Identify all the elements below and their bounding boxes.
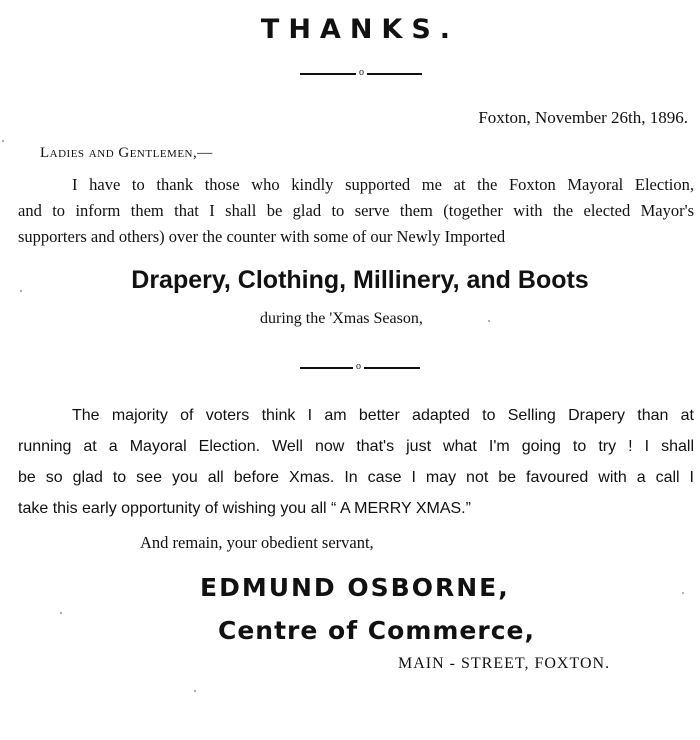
print-speck bbox=[60, 612, 62, 614]
business-address: MAIN - STREET, FOXTON. bbox=[398, 655, 611, 672]
print-speck bbox=[682, 592, 684, 594]
rule-line-left bbox=[300, 367, 353, 369]
rule-line-right bbox=[364, 367, 420, 369]
merchant-name: EDMUND OSBORNE, bbox=[200, 573, 510, 602]
paragraph-line: be so glad to see you all before Xmas. In case I may not be favoured with a call I bbox=[18, 469, 694, 486]
paragraph-thanks bbox=[18, 172, 694, 250]
paragraph-line: I have to thank those who kindly supported me at the Foxton Mayoral Election, bbox=[72, 175, 694, 194]
paragraph-line: take this early opportunity of wishing you all “ A MERRY XMAS.” bbox=[18, 500, 471, 517]
print-speck bbox=[20, 290, 22, 292]
paragraph-line: running at a Mayoral Election. Well now that's just what I'm going to try ! I shall bbox=[18, 438, 694, 455]
paragraph-line: supporters and others) over the counter with some of our Newly Imported bbox=[18, 227, 506, 246]
rule-line-right bbox=[367, 73, 422, 75]
print-speck bbox=[2, 140, 4, 142]
dateline: Foxton, November 26th, 1896. bbox=[478, 108, 688, 127]
business-name: Centre of Commerce, bbox=[218, 616, 535, 645]
paragraph-majority bbox=[18, 400, 694, 524]
rule-knot: o bbox=[359, 67, 364, 78]
rule-line-left bbox=[300, 73, 356, 75]
ornamental-rule-middle bbox=[300, 359, 420, 375]
paragraph-line: and to inform them that I shall be glad to serve them (together with the elected Mayor's bbox=[18, 201, 694, 220]
headline: THANKS. bbox=[260, 14, 460, 45]
goods-headline: Drapery, Clothing, Millinery, and Boots bbox=[131, 266, 589, 294]
closing-line: And remain, your obedient servant, bbox=[140, 533, 374, 552]
season-line: during the 'Xmas Season, bbox=[260, 310, 423, 327]
print-speck bbox=[194, 690, 196, 692]
ornamental-rule-top bbox=[300, 65, 422, 81]
salutation: Ladies and Gentlemen,— bbox=[40, 145, 213, 161]
paragraph-line: The majority of voters think I am better adapted to Selling Drapery than at bbox=[72, 407, 694, 424]
print-speck bbox=[488, 320, 490, 322]
rule-knot: o bbox=[356, 361, 361, 372]
